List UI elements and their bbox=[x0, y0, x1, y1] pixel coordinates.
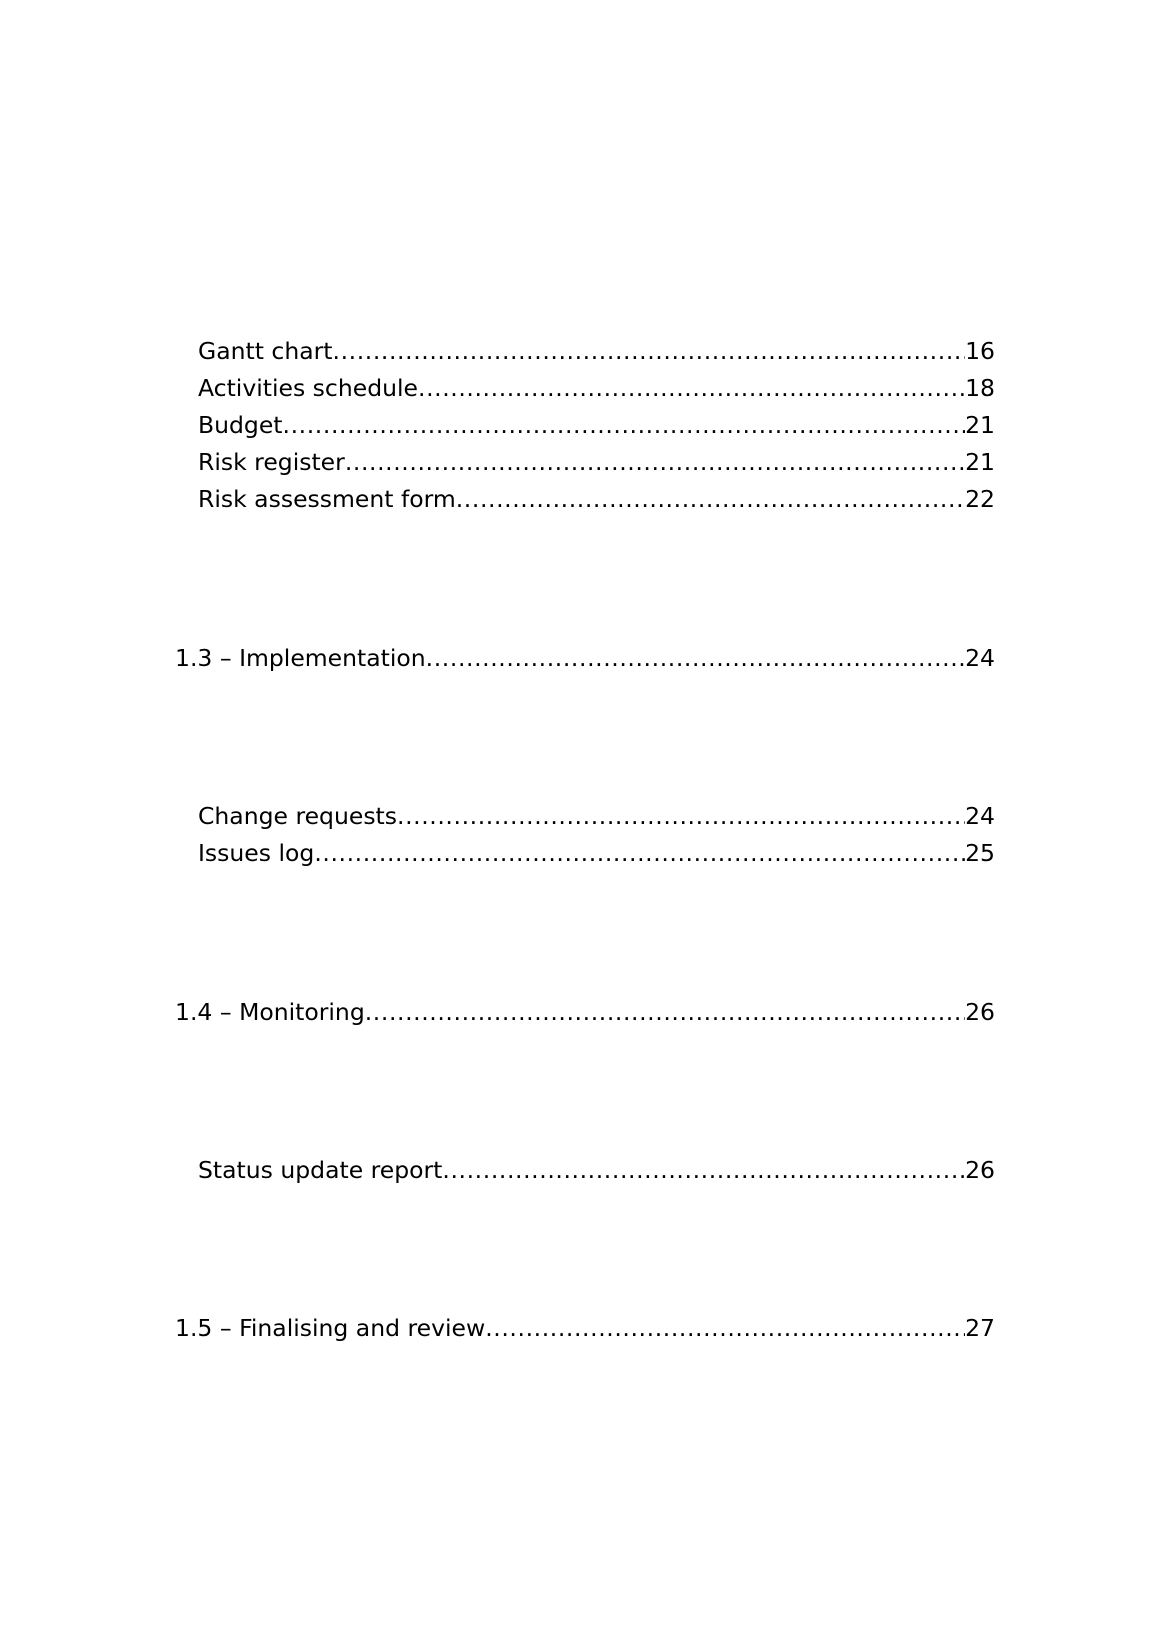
toc-entry-status-update-report[interactable] bbox=[198, 1155, 995, 1185]
toc-entry-finalising-and-review[interactable] bbox=[175, 1313, 995, 1343]
toc-entry-label: Gantt chart bbox=[198, 337, 333, 365]
toc-entry-risk-register[interactable] bbox=[198, 447, 995, 477]
toc-entry-label: Risk assessment form bbox=[198, 485, 456, 513]
toc-dot-leader bbox=[418, 373, 965, 403]
toc-dot-leader bbox=[333, 336, 966, 366]
toc-page-number: 24 bbox=[965, 644, 995, 672]
toc-entry-activities-schedule[interactable] bbox=[198, 373, 995, 403]
toc-entry-label: Risk register bbox=[198, 448, 345, 476]
toc-dot-leader bbox=[442, 1155, 965, 1185]
toc-entry-budget[interactable] bbox=[198, 410, 995, 440]
toc-page-number: 24 bbox=[965, 802, 995, 830]
toc-entry-risk-assessment-form[interactable] bbox=[198, 484, 995, 514]
toc-entry-label: Budget bbox=[198, 411, 283, 439]
toc-page-number: 25 bbox=[965, 839, 995, 867]
toc-entry-label: Status update report bbox=[198, 1156, 443, 1184]
toc-dot-leader bbox=[283, 410, 966, 440]
toc-page-number: 21 bbox=[965, 448, 995, 476]
toc-entry-implementation[interactable] bbox=[175, 643, 995, 673]
toc-page-number: 16 bbox=[965, 337, 995, 365]
toc-entry-monitoring[interactable] bbox=[175, 997, 995, 1027]
toc-page-number: 26 bbox=[965, 1156, 995, 1184]
toc-entry-label: Issues log bbox=[198, 839, 315, 867]
toc-entry-gantt-chart[interactable] bbox=[198, 336, 995, 366]
toc-dot-leader bbox=[485, 1313, 965, 1343]
toc-entry-label: 1.4 – Monitoring bbox=[175, 998, 365, 1026]
toc-dot-leader bbox=[345, 447, 965, 477]
toc-dot-leader bbox=[314, 838, 965, 868]
toc-page-number: 22 bbox=[965, 485, 995, 513]
toc-entry-issues-log[interactable] bbox=[198, 838, 995, 868]
toc-entry-label: 1.5 – Finalising and review bbox=[175, 1314, 486, 1342]
toc-entry-label: 1.3 – Implementation bbox=[175, 644, 426, 672]
toc-dot-leader bbox=[456, 484, 965, 514]
toc-dot-leader bbox=[365, 997, 965, 1027]
toc-entry-label: Activities schedule bbox=[198, 374, 418, 402]
toc-entry-change-requests[interactable] bbox=[198, 801, 995, 831]
toc-page-number: 18 bbox=[965, 374, 995, 402]
toc-page-number: 26 bbox=[965, 998, 995, 1026]
toc-page-number: 21 bbox=[965, 411, 995, 439]
toc-dot-leader bbox=[397, 801, 965, 831]
toc-page-number: 27 bbox=[965, 1314, 995, 1342]
toc-dot-leader bbox=[426, 643, 965, 673]
toc-entry-label: Change requests bbox=[198, 802, 398, 830]
